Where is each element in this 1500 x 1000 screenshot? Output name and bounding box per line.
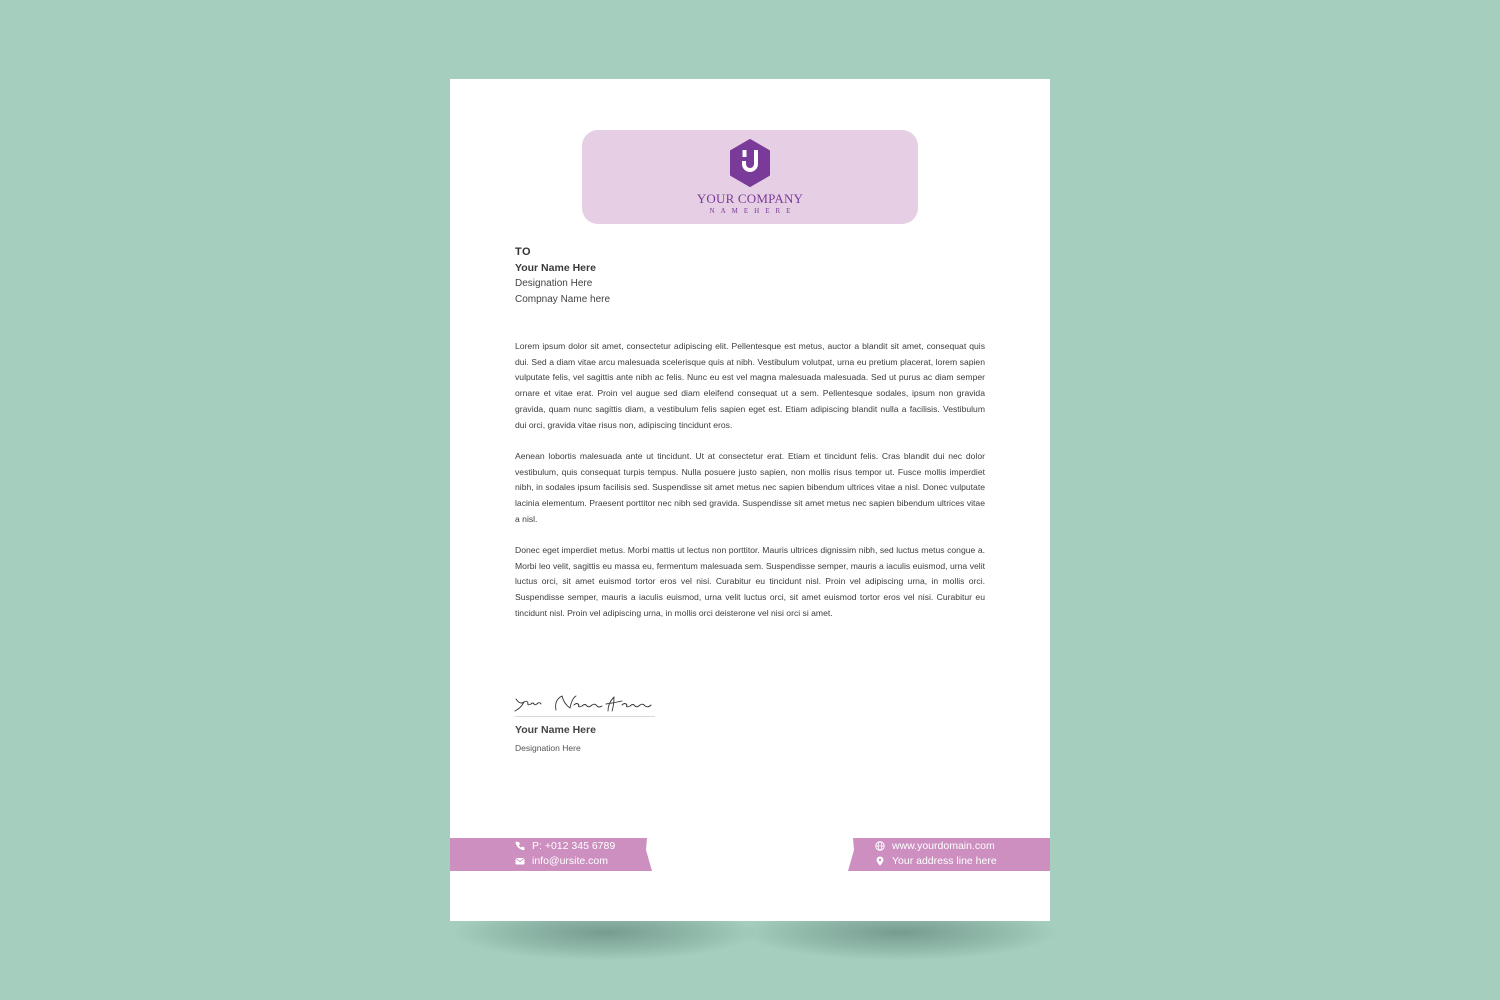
handwritten-signature [514, 691, 654, 715]
signer-designation: Designation Here [515, 743, 581, 753]
footer-address [875, 854, 997, 868]
website-url: www.yourdomain.com [892, 840, 995, 852]
footer-website [875, 839, 995, 853]
recipient-name: Your Name Here [515, 262, 596, 274]
footer-phone [515, 839, 615, 853]
email-address: info@ursite.com [532, 855, 609, 867]
company-logo-icon [729, 139, 771, 187]
address-line: Your address line here [892, 855, 997, 867]
body-paragraph: Aenean lobortis malesuada ante ut tincidunt. Ut at consectetur erat. Etiam et tincidunt felis. Cras blandit dui nec dolor vestibulum, quis consequat turpis tempus. Nulla posuere justo sapien, non mollis risus tempor ut. Fusce mollis imperdiet nibh, in sodales ipsum facilisis sed. Suspendisse sit amet metus nec sapien bibendum ultrices vitae a nisl. Donec vulputate lacinia elementum. Praesent porttitor nec nibh sed gravida. Suspendisse sit amet metus nec sapien bibendum ultrices vitae a nisl. [515, 450, 985, 524]
map-pin-icon [875, 856, 885, 866]
company-name: YOUR COMPANY [696, 191, 804, 206]
globe-icon [875, 841, 885, 851]
footer-email [515, 854, 608, 868]
body-paragraph: Lorem ipsum dolor sit amet, consectetur adipiscing elit. Pellentesque est metus, auctor a blandit sit amet, consequat quis dui. Sed a diam vitae arcu malesuada scelerisque quis at nibh. Vestibulum volutpat, urna eu pretium placerat, lorem sapien vulputate felis, vel sagittis ante nibh ac felis. Nunc eu est vel magna malesuada malesuada. Sed ut purus ac diam semper ornare et vitae erat. Proin vel augue sed diam eleifend consequat ut a sem. Pellentesque sodales, ipsum non gravida gravida, quam nunc sagittis diam, a vestibulum felis sapien eget est. Etiam adipiscing blandit nulla a facilisis. Vestibulum dui orci, gravida vitae risus non, adipiscing tincidunt eros. [515, 341, 985, 430]
recipient-block [515, 244, 610, 308]
recipient-designation: Designation Here [515, 278, 593, 289]
recipient-label: TO [515, 246, 532, 258]
body-paragraph: Donec eget imperdiet metus. Morbi mattis ut lectus non porttitor. Mauris ultrices dignissim nibh, sed luctus metus congue a. Morbi leo velit, sagittis eu massa eu, fermentum malesuada sem. Suspendisse semper, mauris a iaculis euismod, urna velit luctus orci, sit amet euismod tortor eros vel nisi. Curabitur eu tincidunt nisl. Proin vel adipiscing urna, in mollis orci. Suspendisse semper, mauris a iaculis euismod, urna velit luctus orci, sit amet euismod tortor eros vel nisi. Curabitur eu tincidunt nisl. Proin vel adipiscing urna, in mollis orci deisterone vel nisi orci si amet. [515, 544, 985, 618]
company-subtitle: NAMEHERE [709, 207, 797, 215]
phone-icon [515, 841, 525, 851]
recipient-company: Compnay Name here [515, 294, 611, 305]
letterhead-page [450, 79, 1050, 921]
logo-banner [582, 130, 918, 224]
signer-name: Your Name Here [515, 724, 596, 736]
envelope-icon [515, 856, 525, 866]
letter-body [515, 339, 985, 637]
phone-number: P: +012 345 6789 [532, 840, 616, 852]
signature-line [515, 716, 655, 717]
